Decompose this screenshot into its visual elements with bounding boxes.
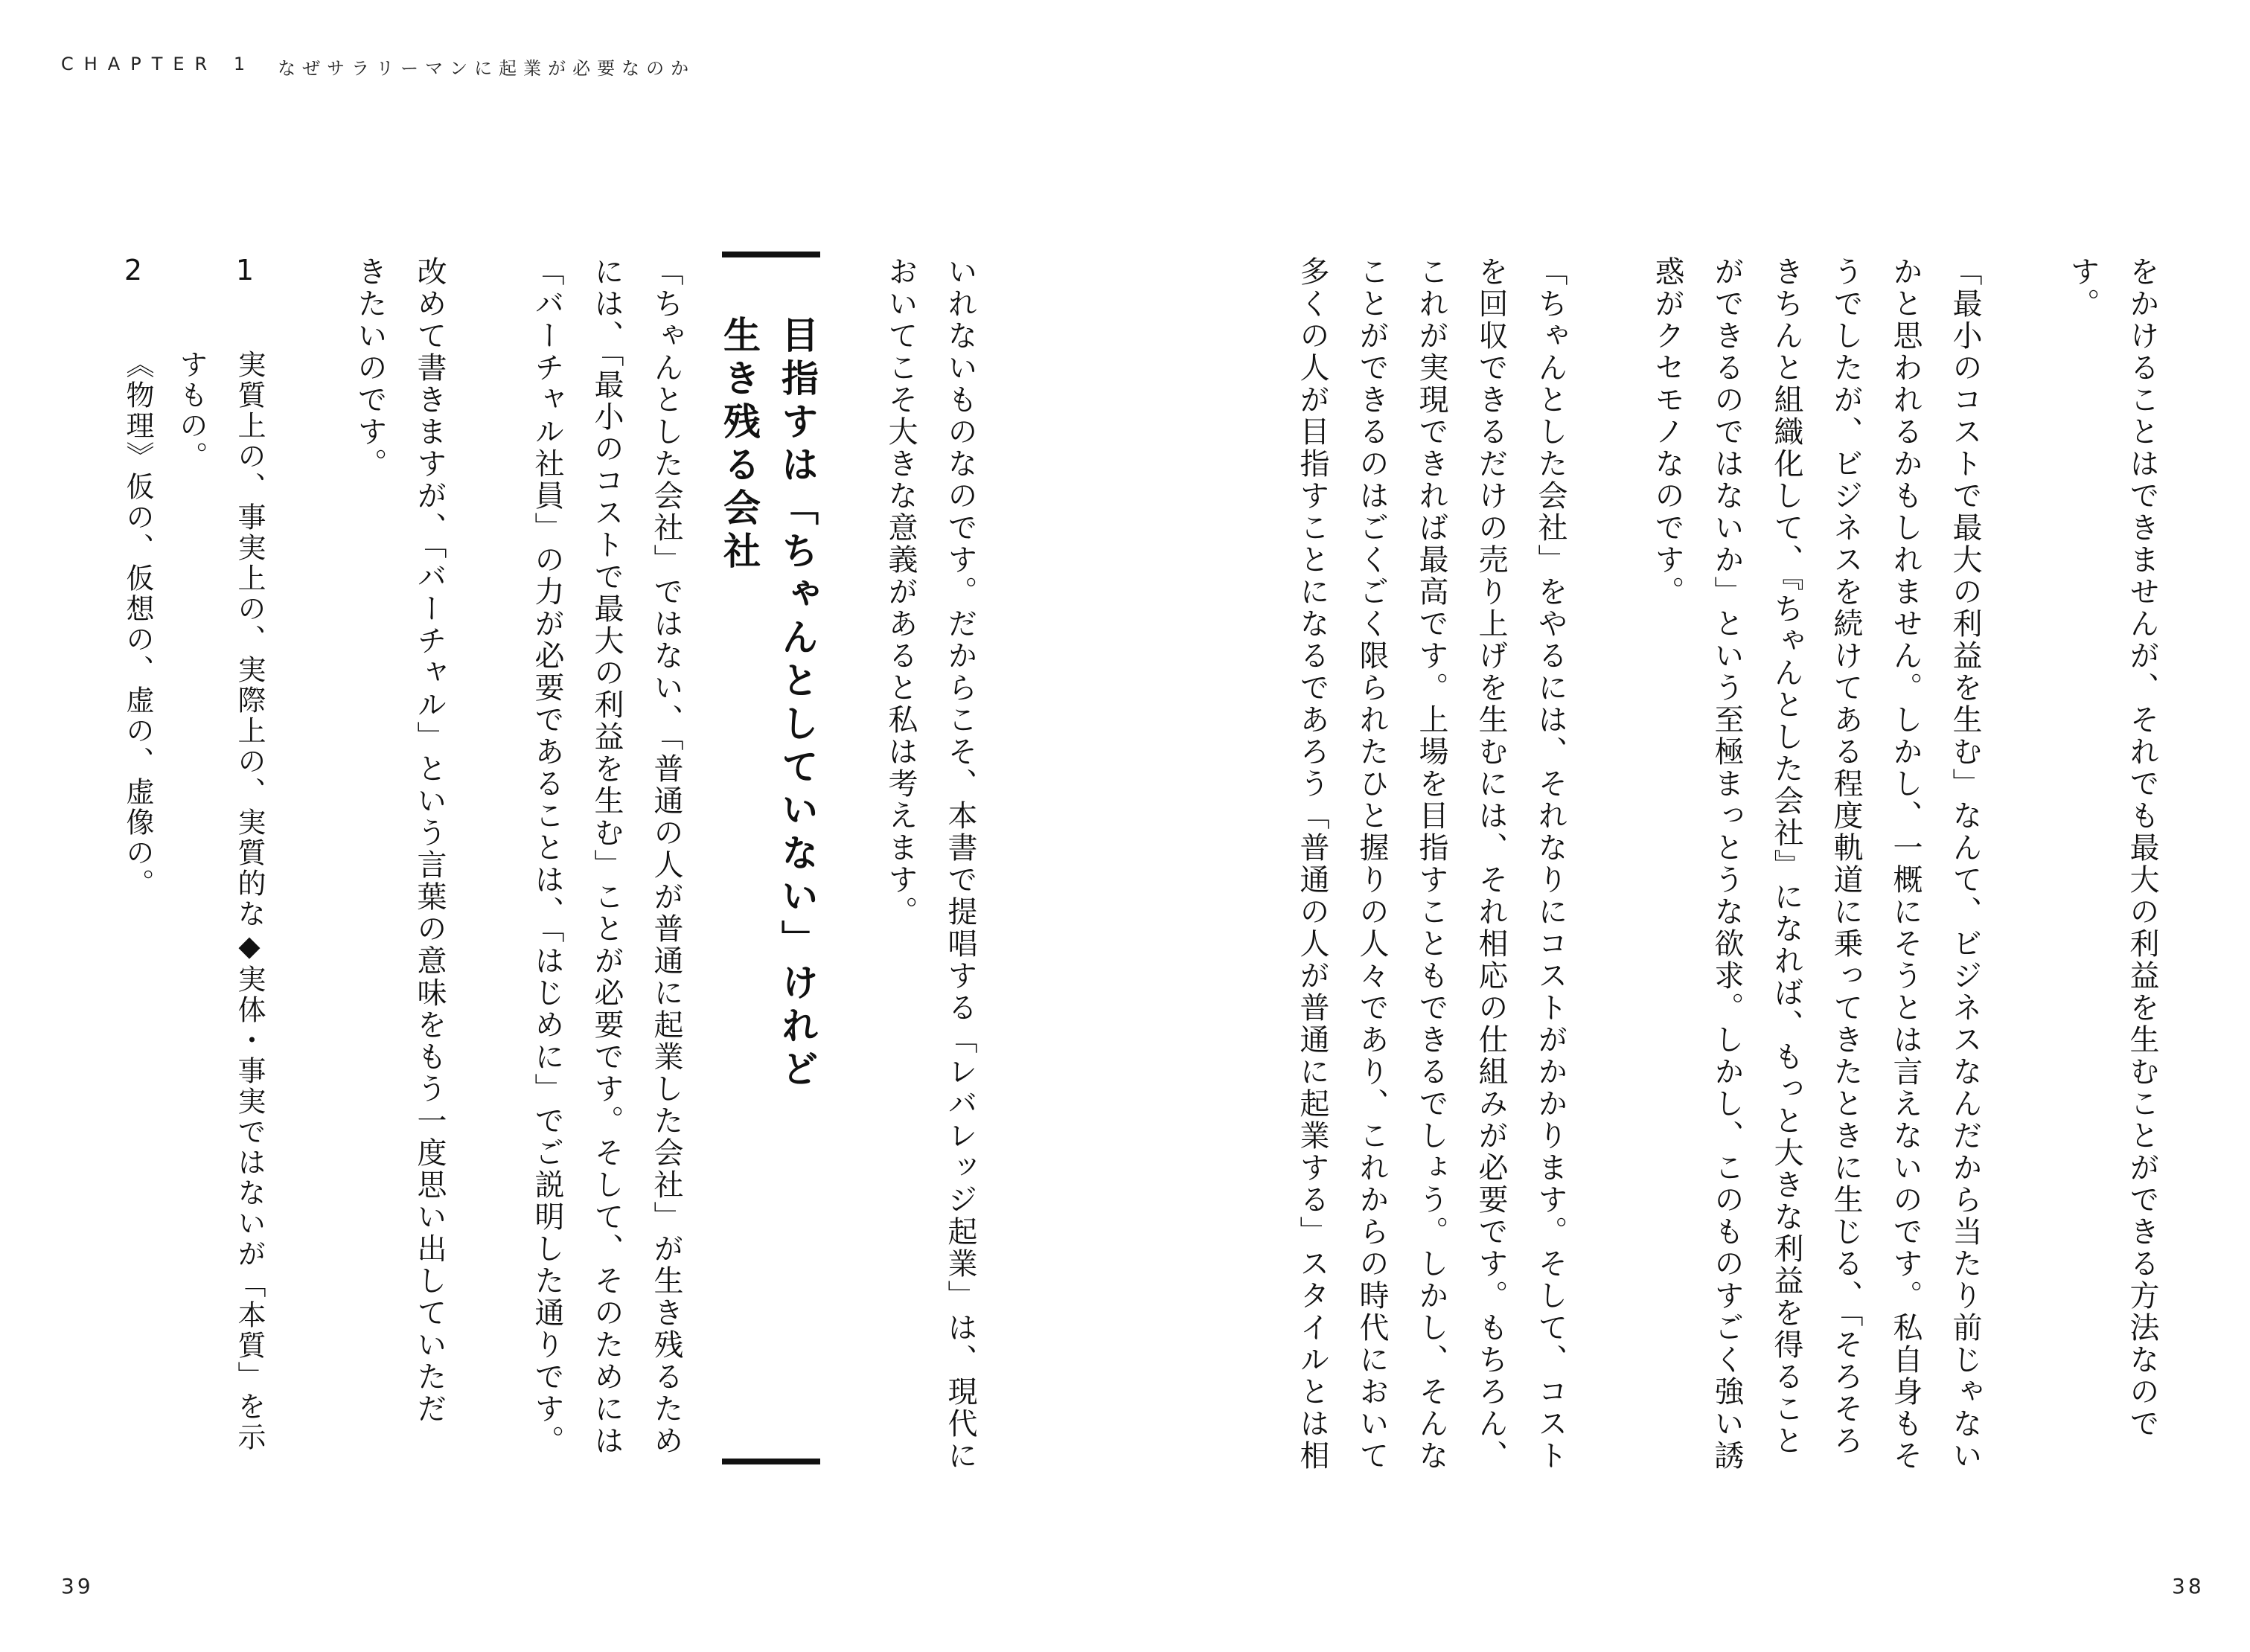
right-page-line-6: きちんと組織化して、『ちゃんとした会社』になれば、もっと大きな利益を得ること	[1769, 256, 1803, 1457]
left-page-line-1: いれないものなのです。だからこそ、本書で提唱する「レバレッジ起業」は、現代に	[943, 256, 977, 1472]
chapter-title: なぜサラリーマンに起業が必要なのか	[278, 58, 696, 79]
right-page-line-2: す。	[2065, 256, 2100, 320]
left-page-line-4: には、「最小のコストで最大の利益を生む」ことが必要です。そして、そのためには	[589, 256, 624, 1457]
right-page-line-12: ことができるのはごくごく限られたひと握りの人々であり、これからの時代において	[1355, 256, 1389, 1472]
footnote-number: 2	[124, 256, 143, 284]
section-heading-block	[717, 252, 826, 1472]
section-heading	[717, 316, 826, 1417]
footnote-number: 1	[235, 256, 255, 284]
right-page-line-13: 多くの人が目指すことになるであろう「普通の人が普通に起業する」スタイルとは相	[1295, 256, 1329, 1472]
right-page-line-8: 惑がクセモノなのです。	[1650, 256, 1684, 608]
left-page-line-3: 「ちゃんとした会社」ではない、「普通の人が普通に起業した会社」が生き残るため	[649, 256, 683, 1457]
left-page-line-7: きたいのです。	[353, 256, 387, 480]
right-page-line-1: をかけることはできませんが、それでも最大の利益を生むことができる方法なので	[2125, 256, 2159, 1440]
footnote-2-text: 《物理》仮の、仮想の、虚の、虚像の。	[121, 350, 154, 899]
left-page-line-6: 改めて書きますが、「バーチャル」という言葉の意味をもう一度思い出していただ	[412, 256, 447, 1425]
right-page-line-9: 「ちゃんとした会社」をやるには、それなりにコストがかかります。そして、コスト	[1533, 256, 1567, 1472]
right-page-line-4: かと思われるかもしれません。しかし、一概にそうとは言えないのです。私自身もそ	[1888, 256, 1923, 1472]
right-page-line-11: これが実現できれば最高です。上場を目指すこともできるでしょう。しかし、そんな	[1414, 256, 1448, 1472]
section-heading-line-1: 目指すは「ちゃんとしていない」けれど	[776, 316, 819, 1092]
left-page-line-5: 「バーチャル社員」の力が必要であることは、「はじめに」でご説明した通りです。	[530, 256, 564, 1457]
right-page-line-5: うでしたが、ビジネスを続けてある程度軌道に乗ってきたときに生じる、「そろそろ	[1829, 256, 1863, 1457]
section-heading-line-2: 生き残る会社	[717, 316, 761, 574]
heading-rule-bottom	[722, 1459, 820, 1464]
left-page-line-2: おいてこそ大きな意義があると私は考えます。	[883, 256, 918, 928]
heading-rule-top	[722, 252, 820, 257]
right-page-line-3: 「最小のコストで最大の利益を生む」なんて、ビジネスなんだから当たり前じゃない	[1948, 256, 1982, 1472]
page-number-right: 38	[2172, 1574, 2205, 1598]
chapter-label: CHAPTER 1	[61, 54, 256, 74]
footnote-1-continuation: すもの。	[175, 350, 208, 472]
page-number-left: 39	[61, 1574, 94, 1598]
right-page-line-7: ができるのではないか」という至極まっとうな欲求。しかし、このものすごく強い誘	[1710, 256, 1744, 1472]
running-header	[61, 54, 695, 80]
right-page-line-10: を回収できるだけの売り上げを生むには、それ相応の仕組みが必要です。もちろん、	[1474, 256, 1508, 1472]
footnote-1-text: 実質上の、事実上の、実際上の、実質的な◆実体・事実ではないが「本質」を示	[233, 350, 266, 1453]
